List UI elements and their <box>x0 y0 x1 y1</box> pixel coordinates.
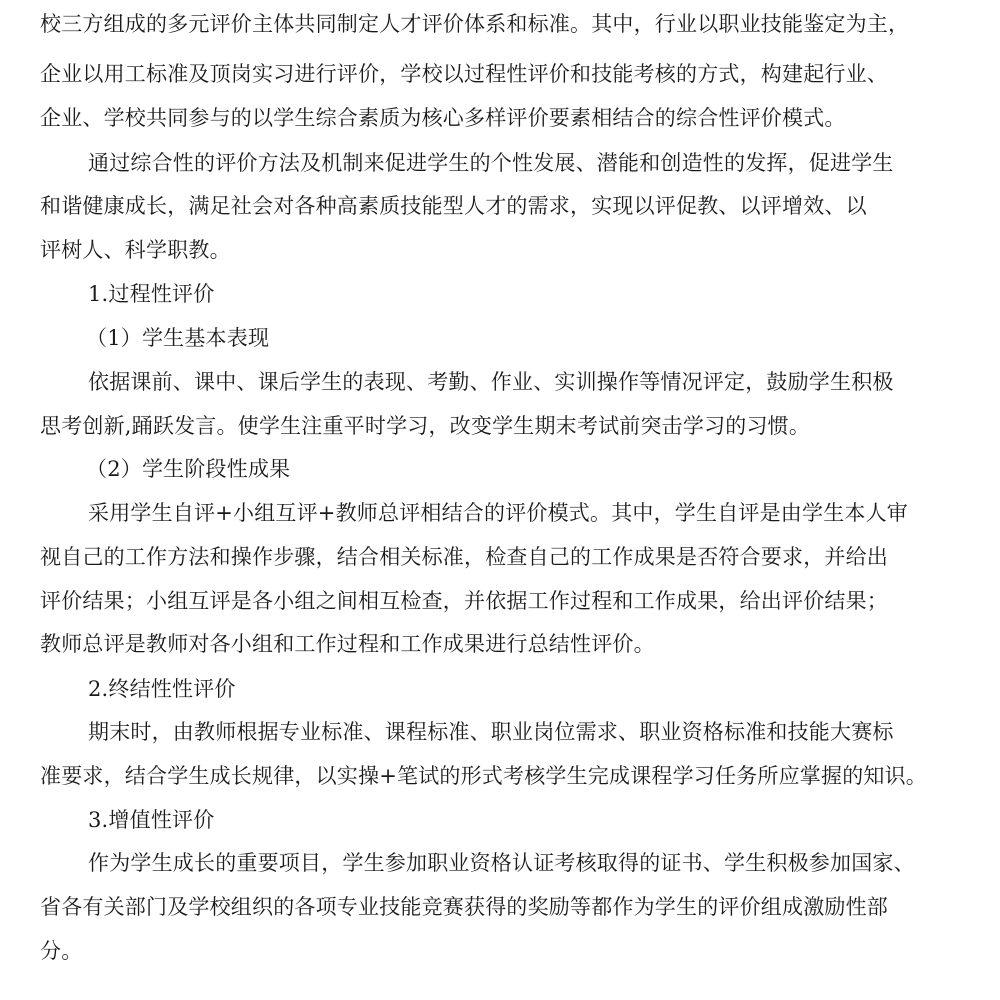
section-heading: 2.终结性性评价 <box>88 677 236 701</box>
paragraph-line: 和谐健康成长，满足社会对各种高素质技能型人才的需求，实现以评促教、以评增效、以 <box>40 194 867 218</box>
paragraph-line: 视自己的工作方法和操作步骤，结合相关标准，检查自己的工作成果是否符合要求，并给出 <box>40 545 888 569</box>
paragraph-line: 企业以用工标准及顶岗实习进行评价，学校以过程性评价和技能考核的方式，构建起行业、 <box>40 62 888 86</box>
paragraph-line: 教师总评是教师对各小组和工作过程和工作成果进行总结性评价。 <box>40 632 655 656</box>
paragraph-line: 校三方组成的多元评价主体共同制定人才评价体系和标准。其中，行业以职业技能鉴定为主， <box>40 12 910 36</box>
paragraph-line: 通过综合性的评价方法及机制来促进学生的个性发展、潜能和创造性的发挥，促进学生 <box>88 151 894 175</box>
paragraph-line: 期末时，由教师根据专业标准、课程标准、职业岗位需求、职业资格标准和技能大赛标 <box>88 720 894 744</box>
paragraph-line: 省各有关部门及学校组织的各项专业技能竞赛获得的奖励等都作为学生的评价组成激励性部 <box>40 895 888 919</box>
subsection-heading: （1）学生基本表现 <box>86 326 270 350</box>
subsection-heading: （2）学生阶段性成果 <box>86 457 291 481</box>
paragraph-line: 思考创新,踊跃发言。使学生注重平时学习，改变学生期末考试前突击学习的习惯。 <box>40 414 811 438</box>
paragraph-line: 分。 <box>40 939 83 963</box>
paragraph-line: 作为学生成长的重要项目，学生参加职业资格认证考核取得的证书、学生积极参加国家、 <box>88 851 915 875</box>
paragraph-line: 企业、学校共同参与的以学生综合素质为核心多样评价要素相结合的综合性评价模式。 <box>40 106 846 130</box>
paragraph-line: 评价结果；小组互评是各小组之间相互检查，并依据工作过程和工作成果，给出评价结果； <box>40 589 888 613</box>
section-heading: 1.过程性评价 <box>88 282 215 306</box>
section-heading: 3.增值性评价 <box>88 808 215 832</box>
paragraph-line: 依据课前、课中、课后学生的表现、考勤、作业、实训操作等情况评定，鼓励学生积极 <box>88 370 894 394</box>
paragraph-line: 评树人、科学职教。 <box>40 238 231 262</box>
paragraph-line: 采用学生自评+小组互评+教师总评相结合的评价模式。其中，学生自评是由学生本人审 <box>88 501 908 525</box>
paragraph-line: 准要求，结合学生成长规律，以实操+笔试的形式考核学生完成课程学习任务所应掌握的知识。 <box>40 764 927 788</box>
